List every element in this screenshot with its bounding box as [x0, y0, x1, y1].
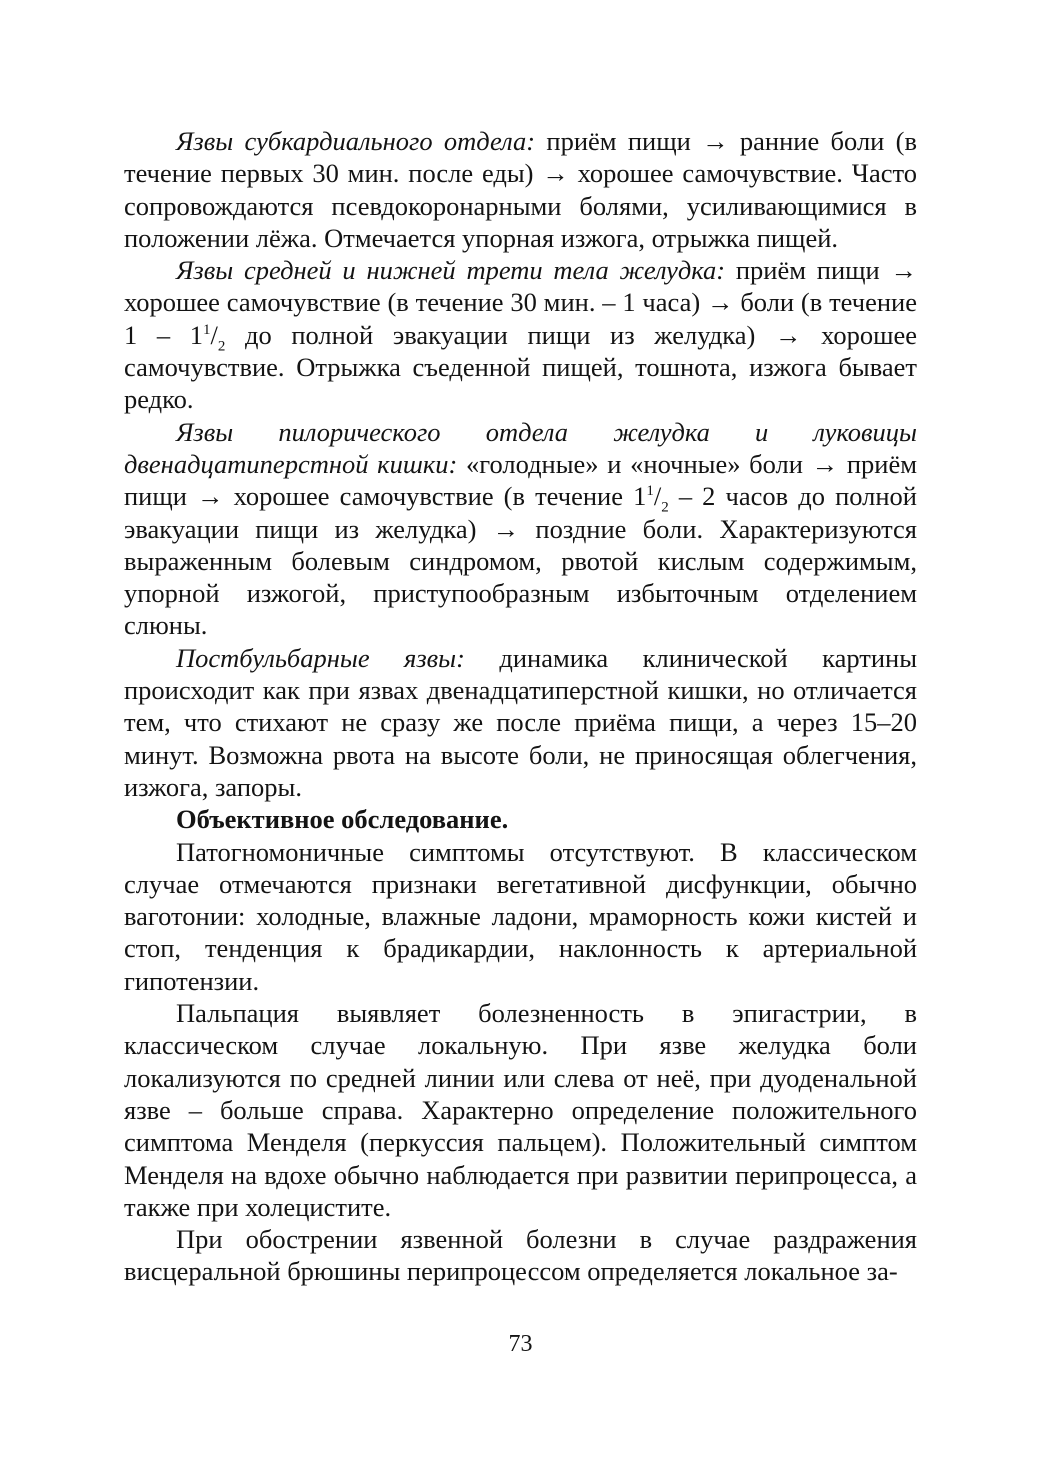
fraction-denominator: 2 — [217, 338, 226, 355]
paragraph-lead-italic: Язвы субкардиального отдела: — [176, 126, 536, 156]
paragraph-text: динамика клинической картины происходит как при язвах двенадцатиперстной кишки, но отличается тем, что стихают не сразу же после приёма пищи, а через 15–20 минут. Возможна рвота на высоте боли, не приносящая облегчения, изжога, запоры. — [124, 642, 918, 802]
page-body — [124, 125, 917, 1288]
fraction-slash: / — [210, 319, 218, 350]
paragraph-lead-italic: Язвы пилорического отдела желудка и луковицы двенадцатиперстной кишки: — [124, 416, 917, 479]
fraction-whole: 1 — [189, 319, 203, 350]
paragraph-text: до полной эвакуации пищи из желудка) → хорошее самочувствие. Отрыжка съеденной пищей, тошнота, изжога бывает редко. — [124, 319, 918, 415]
paragraph-lead-italic: Язвы средней и нижней трети тела желудка: — [176, 255, 726, 286]
fraction-whole: 1 — [633, 481, 647, 512]
paragraph-text: приём пищи → хорошее самочувствие (в течение 30 мин. – 1 часа) → боли (в течение 1 – — [124, 255, 917, 350]
paragraph-pathognomonic: Патогномоничные симптомы отсутствуют. В классическом случае отмечаются признаки вегетативной дисфункции, обычно ваготонии: холодные, влажные ладони, мраморность кожи кистей и стоп, тенденция к брадикардии, наклонность к артериальной гипотензии. — [124, 836, 917, 996]
paragraph-palpation: Пальпация выявляет болезненность в эпигастрии, в классическом случае локальную. При язве желудка боли локализуются по средней линии или слева от неё, при дуоденальной язве – больше справа. Характерно определение положительного симптома Менделя (перкуссия пальцем). Положительный симптом Менделя на вдохе обычно наблюдается при развитии перипроцесса, а также при холецистите. — [124, 998, 917, 1222]
paragraph-text: «голодные» и «ночные» боли → приём пищи → хорошее самочувствие (в течение — [124, 448, 917, 512]
paragraph-text: приём пищи → ранние боли (в течение первых 30 мин. после еды) → хорошее самочувствие. Часто сопровождаются псевдокоронарными болями, усиливающимися в положении лёжа. Отмечается упорная изжога, отрыжка пищей. — [124, 126, 917, 253]
paragraph-postbulbar-ulcers — [124, 642, 917, 803]
page-number: 73 — [508, 1331, 533, 1357]
fraction-one-and-half — [189, 319, 226, 355]
fraction-numerator: 1 — [202, 321, 211, 338]
paragraph-subcardial-ulcers — [124, 125, 917, 254]
fraction-one-and-half — [633, 481, 669, 516]
fraction-slash: / — [653, 481, 662, 512]
fraction-denominator: 2 — [661, 499, 669, 516]
paragraph-pyloric-ulcers — [124, 416, 917, 642]
paragraph-lead-italic: Постбульбарные язвы: — [176, 642, 465, 673]
paragraph-text: – 2 часов до полной эвакуации пищи из желудка) → поздние боли. Характеризуются выраженным болевым синдромом, рвотой кислым содержимым, упорной изжогой, приступообразным избыточным отделением слюны. — [124, 481, 917, 641]
paragraph-stomach-body-ulcers — [124, 254, 917, 415]
section-heading: Объективное обследование. — [176, 804, 509, 835]
paragraph-exacerbation: При обострении язвенной болезни в случае раздражения висцеральной брюшины перипроцессом определяется локальное за- — [124, 1224, 917, 1287]
fraction-numerator: 1 — [646, 483, 654, 500]
